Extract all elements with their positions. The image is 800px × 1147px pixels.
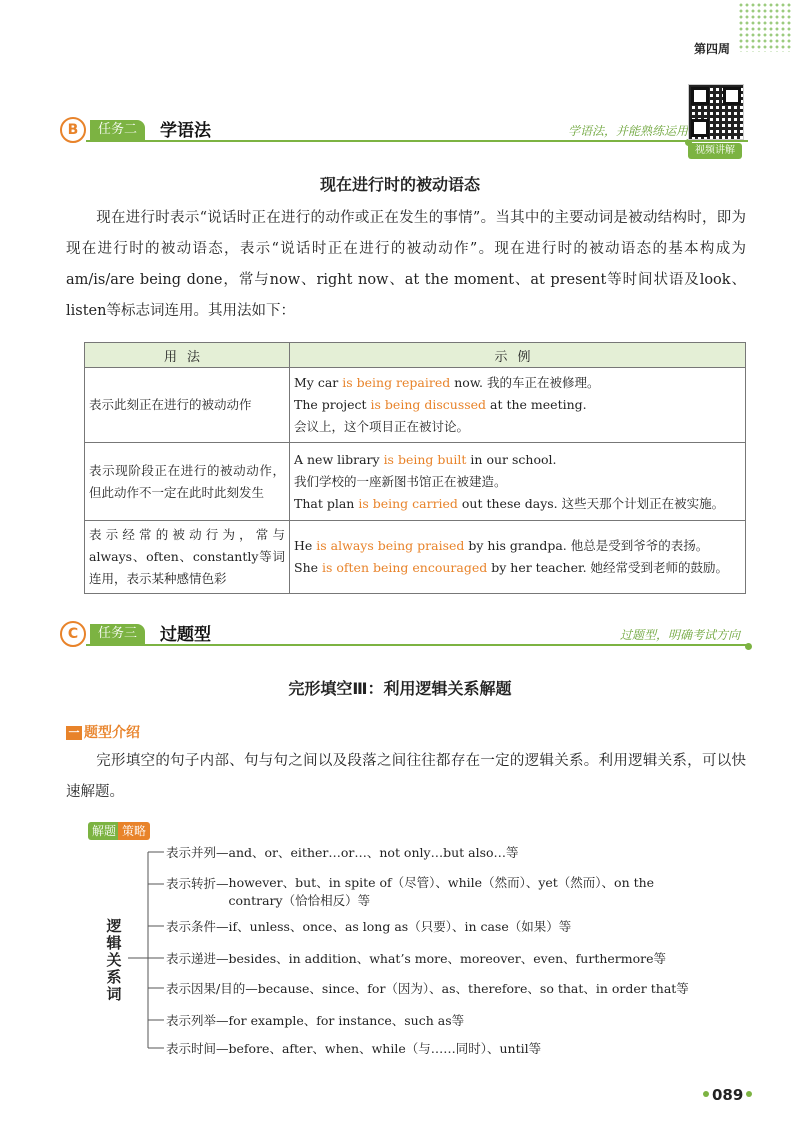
example-text: He [294,538,317,553]
strategy-branch [166,1039,541,1057]
branch-label: 表示因果/目的 [166,981,246,996]
branch-dash: — [216,1013,229,1028]
example-text: in our school. [466,451,557,467]
usage-cell: 表示此刻正在进行的被动动作 [85,368,290,443]
page-number [700,1086,755,1104]
section-b-subtitle: 学语法，并能熟练运用 [567,124,688,138]
branch-label: 表示递进 [166,951,217,966]
branch-text: and、or、either…or…、not only…but also…等 [228,845,519,860]
qr-video-label[interactable]: 视频讲解 [688,143,742,159]
branch-text: before、after、when、while（与……同时）、until等 [228,1041,542,1056]
table-header-usage: 用法 [85,343,290,368]
strategy-branch [166,1011,464,1029]
branch-label: 表示时间 [166,1041,217,1056]
strategy-root-label: 逻辑关系词 [106,917,122,1003]
usage-cell: 表示现阶段正在进行的被动动作，但此动作不一定在此时此刻发生 [85,443,290,521]
strategy-branch [166,917,571,935]
highlighted-phrase: is being repaired [342,375,451,390]
cloze-intro-text: 完形填空的句子内部、句与句之间以及段落之间往往都存在一定的逻辑关系。利用逻辑关系，可以快速解题。 [66,753,746,800]
section-c-tag: 任务三 [90,624,145,644]
section-c-subtitle: 过题型，明确考试方向 [619,628,740,642]
grammar-intro-text: 现在进行时表示“说话时正在进行的动作或正在发生的事情”。当其中的主要动词是被动结构时，即为现在进行时的被动语态，表示“说话时正在进行的被动动作”。现在进行时的被动语态的基本构成为am/is/are being done，常与now、right now、at the moment、at present等时间状语及look、listen等标志词连用。其用法如下： [66,210,746,319]
example-text: That plan [294,495,359,511]
table-header-example: 示例 [290,343,746,368]
section-c-badge: C [60,621,86,647]
branch-text: however、but、in spite of（尽管）、while（然而）、yet（然而）、on the contrary（恰恰相反）等 [228,875,655,908]
grammar-title: 现在进行时的被动语态 [319,175,480,194]
branch-dash: — [245,981,258,996]
example-text: The project [294,397,371,412]
strategy-branch [166,949,666,967]
strategy-branch [166,979,689,997]
example-text: by his grandpa. 他总是受到爷爷的表扬。 [464,538,709,553]
branch-dash: — [216,951,229,966]
branch-dash: — [216,845,229,860]
example-text: A new library [294,451,384,467]
example-text: at the meeting. [486,397,587,412]
branch-label: 表示列举 [166,1013,217,1028]
branch-text: besides、in addition、what’s more、moreover、even、furthermore等 [228,951,667,966]
example-text: by her teacher. 她经常受到老师的鼓励。 [487,560,729,575]
highlighted-phrase: is often being encouraged [322,560,488,575]
example-text: 会议上，这个项目正在被讨论。 [294,419,470,434]
highlighted-phrase: is being built [383,451,467,467]
branch-text: for example、for instance、such as等 [228,1013,465,1028]
branch-text: because、since、for（因为）、as、therefore、so that、in order that等 [257,981,689,996]
page-number-text: 089 [712,1086,744,1104]
highlighted-phrase: is always being praised [316,538,465,553]
section-b-badge: B [60,117,86,143]
example-text: out these days. 这些天那个计划正在被实施。 [457,495,725,511]
example-text: 我们学校的一座新图书馆正在被建造。 [294,473,507,489]
branch-dash: — [216,876,229,891]
week-label: 第四周 [693,42,730,56]
example-text: She [294,560,322,575]
usage-cell: 表示经常的被动行为，常与always、often、constantly等词连用，表示某种感情色彩 [85,521,290,594]
cloze-title: 完形填空Ⅲ：利用逻辑关系解题 [288,679,512,698]
example-text: now. 我的车正在被修理。 [450,375,600,390]
branch-dash: — [216,919,229,934]
highlighted-phrase: is being discussed [370,397,487,412]
section-c-title: 过题型 [160,625,211,645]
branch-label: 表示条件 [166,919,217,934]
strategy-branch [166,874,689,910]
cloze-sub-title: 题型介绍 [84,725,140,741]
branch-text: if、unless、once、as long as（只要）、in case（如果）等 [228,919,572,934]
branch-dash: — [216,1041,229,1056]
section-b-tag: 任务二 [90,120,145,140]
section-b-title: 学语法 [160,121,211,141]
branch-label: 表示转折 [166,876,217,891]
highlighted-phrase: is being carried [358,495,458,511]
cloze-sub-number: 一 [66,726,82,740]
branch-label: 表示并列 [166,845,217,860]
strategy-tag-2: 策略 [118,822,150,840]
example-text: My car [294,375,343,390]
strategy-tag-1: 解题 [88,822,120,840]
strategy-branch [166,843,519,861]
